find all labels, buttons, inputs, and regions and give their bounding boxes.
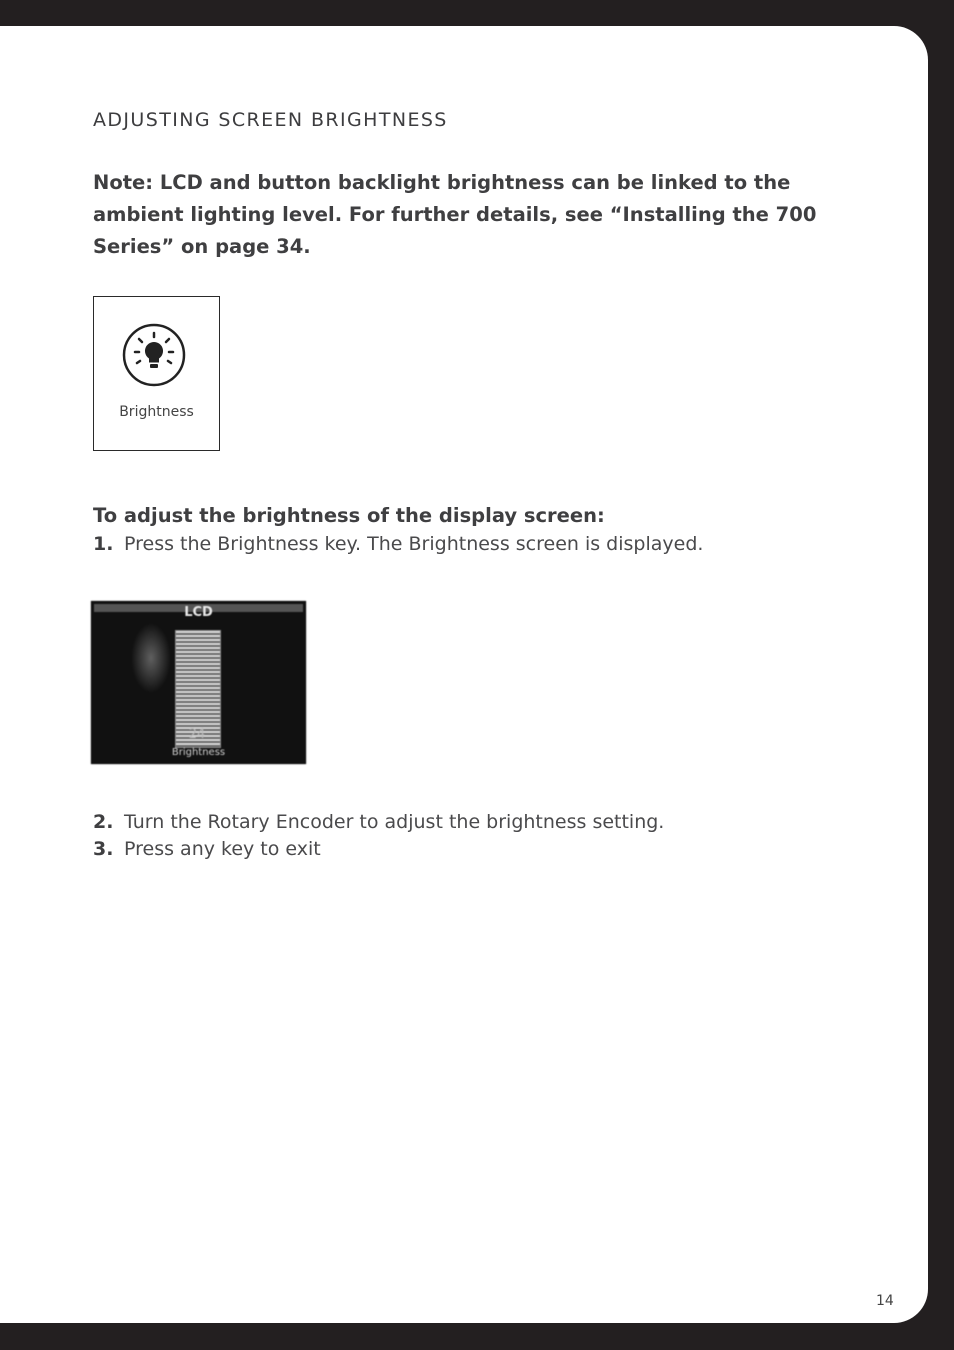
lcd-brightness-screenshot (91, 601, 306, 764)
step-2 (93, 811, 664, 833)
step-text: Press any key to exit (124, 838, 321, 860)
brightness-value: 24 (188, 727, 206, 742)
brightness-key-label: Brightness (119, 404, 194, 420)
section-title: ADJUSTING SCREEN BRIGHTNESS (93, 109, 448, 131)
document-page (0, 26, 928, 1323)
procedure-heading: To adjust the brightness of the display screen: (93, 504, 605, 527)
note-paragraph: Note: LCD and button backlight brightness can be linked to the ambient lighting level. For further details, see “Installing the 700 Series” on page 34. (93, 171, 817, 258)
page-number: 14 (876, 1293, 894, 1309)
step-3 (93, 838, 321, 860)
lcd-title: LCD (184, 605, 213, 620)
lightbulb-icon (122, 323, 186, 387)
step-number: 1. (93, 533, 114, 555)
step-1 (93, 533, 703, 555)
lcd-caption: Brightness (171, 747, 226, 758)
brightness-key-illustration (93, 296, 220, 451)
lcd-glare (131, 623, 171, 693)
step-number: 2. (93, 811, 114, 833)
step-number: 3. (93, 838, 114, 860)
step-text: Turn the Rotary Encoder to adjust the brightness setting. (124, 811, 665, 833)
step-text: Press the Brightness key. The Brightness screen is displayed. (124, 533, 704, 555)
